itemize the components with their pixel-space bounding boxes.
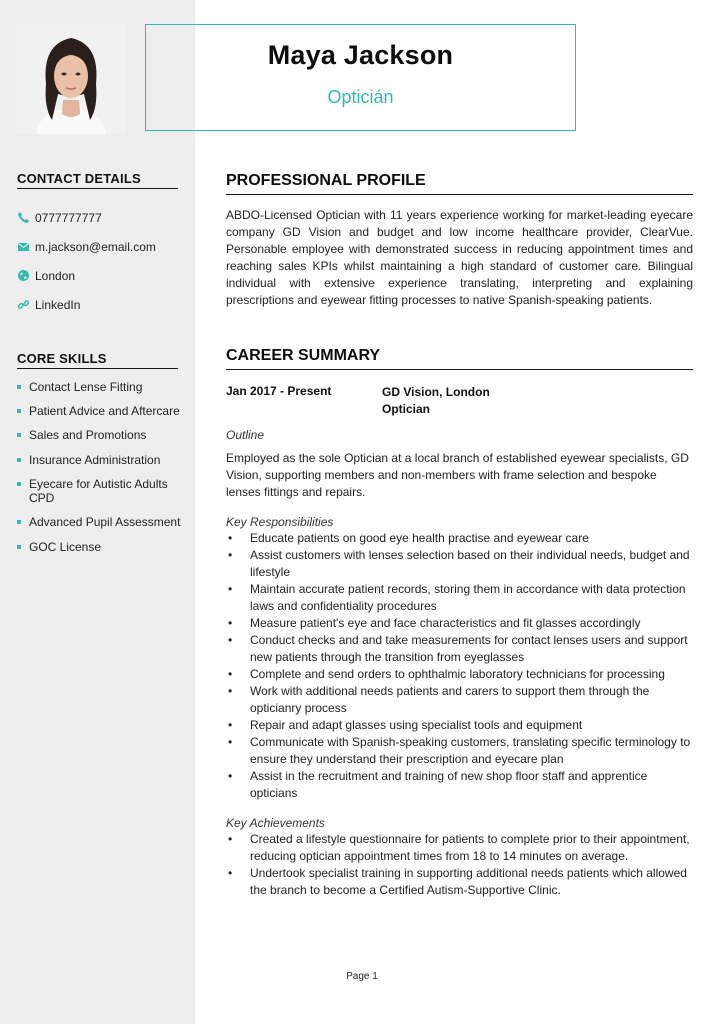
skill-item xyxy=(17,540,182,555)
contact-phone-text: 0777777777 xyxy=(35,210,102,225)
list-item: • Repair and adapt glasses using specialist tools and equipment xyxy=(226,717,693,734)
list-item: • Assist customers with lenses selection based on their individual needs, budget and lifestyle xyxy=(226,547,693,581)
contact-location xyxy=(17,261,187,290)
skill-item xyxy=(17,453,182,468)
bullet-icon xyxy=(17,545,21,549)
job-dates: Jan 2017 - Present xyxy=(226,384,332,398)
skill-item xyxy=(17,404,182,419)
skill-label: Eyecare for Autistic Adults CPD xyxy=(29,476,168,506)
job-title: Opticián xyxy=(327,87,394,107)
name-box xyxy=(145,24,576,131)
skills-heading: CORE SKILLS xyxy=(17,351,178,369)
profile-photo xyxy=(16,24,126,134)
list-item: • Undertook specialist training in supporting additional needs patients which allowed the branch to become a Certified Autism-Supportive Clinic. xyxy=(226,865,693,899)
email-icon xyxy=(17,240,30,253)
skill-item xyxy=(17,428,182,443)
outline-label: Outline xyxy=(226,428,265,442)
bullet-icon xyxy=(17,482,21,486)
bullet-icon xyxy=(17,409,21,413)
contact-linkedin[interactable] xyxy=(17,290,187,319)
profile-text: ABDO-Licensed Optician with 11 years experience working for market-leading eyecare company GD Vision and budget and low income healthcare provider, ClearVue. Personable employee with demonstrated success in reducing appointment times and reaching sales KPIs whilst maintaining a high standard of customer care. Bilingual individual with extensive experience translating, interpreting and explaining prescriptions and eyewear fitting processes to native Spanish-speaking patients. xyxy=(226,208,693,307)
list-item: • Conduct checks and and take measurements for contact lenses users and support new patients through the transition from eyeglasses xyxy=(226,632,693,666)
career-heading: CAREER SUMMARY xyxy=(226,347,693,370)
phone-icon xyxy=(17,211,30,224)
bullet-icon xyxy=(17,458,21,462)
profile-heading: PROFESSIONAL PROFILE xyxy=(226,172,693,195)
contact-email[interactable] xyxy=(17,232,187,261)
profile-section xyxy=(226,172,693,309)
list-item: • Measure patient's eye and face characteristics and fit glasses accordingly xyxy=(226,615,693,632)
globe-icon xyxy=(17,269,30,282)
contact-location-text: London xyxy=(35,268,76,283)
skill-item xyxy=(17,477,182,506)
contact-email-text: m.jackson@email.com xyxy=(35,239,156,254)
list-item: • Assist in the recruitment and training of new shop floor staff and apprentice opticians xyxy=(226,768,693,802)
achievements-label: Key Achievements xyxy=(226,816,325,830)
achievements-list xyxy=(226,831,693,899)
bullet-icon xyxy=(17,520,21,524)
skill-item xyxy=(17,380,182,395)
outline-text: Employed as the sole Optician at a local branch of established eyewear specialists, GD Vision, supporting members and non-members with frame selection and bespoke lenses fittings and repairs. xyxy=(226,451,689,499)
skill-label: GOC License xyxy=(29,539,102,554)
job-position: Optician xyxy=(382,402,431,416)
list-item: • Communicate with Spanish-speaking customers, translating specific terminology to ensure they understand their prescription and eyecare plan xyxy=(226,734,693,768)
skill-item xyxy=(17,515,182,530)
candidate-name: Maya Jackson xyxy=(267,40,454,70)
career-section xyxy=(226,347,693,899)
list-item: • Created a lifestyle questionnaire for patients to complete prior to their appointment, reducing optician appointment times from 18 to 14 minutes on average. xyxy=(226,831,693,865)
contact-phone[interactable] xyxy=(17,203,187,232)
skill-label: Sales and Promotions xyxy=(29,428,147,443)
list-item: • Work with additional needs patients and carers to support them through the opticianry process xyxy=(226,683,693,717)
job-company: GD Vision, London xyxy=(382,385,490,399)
list-item: • Maintain accurate patient records, storing them in accordance with data protection laws and confidentiality procedures xyxy=(226,581,693,615)
list-item: • Educate patients on good eye health practise and eyewear care xyxy=(226,530,693,547)
job-employer xyxy=(382,384,490,418)
contact-list xyxy=(17,203,187,319)
skill-label: Advanced Pupil Assessment xyxy=(29,515,181,530)
contact-linkedin-text: LinkedIn xyxy=(35,297,81,312)
skill-label: Patient Advice and Aftercare xyxy=(29,404,180,419)
link-icon xyxy=(17,298,30,311)
skill-label: Contact Lense Fitting xyxy=(29,380,143,394)
page-number: Page 1 xyxy=(346,971,378,982)
skills-list xyxy=(17,380,182,564)
contact-heading: CONTACT DETAILS xyxy=(17,171,178,189)
bullet-icon xyxy=(17,433,21,437)
bullet-icon xyxy=(17,385,21,389)
list-item: • Complete and send orders to ophthalmic laboratory technicians for processing xyxy=(226,666,693,683)
skill-label: Insurance Administration xyxy=(29,452,161,467)
job-header xyxy=(226,384,693,418)
responsibilities-list xyxy=(226,530,693,802)
responsibilities-label: Key Responsibilities xyxy=(226,515,334,529)
